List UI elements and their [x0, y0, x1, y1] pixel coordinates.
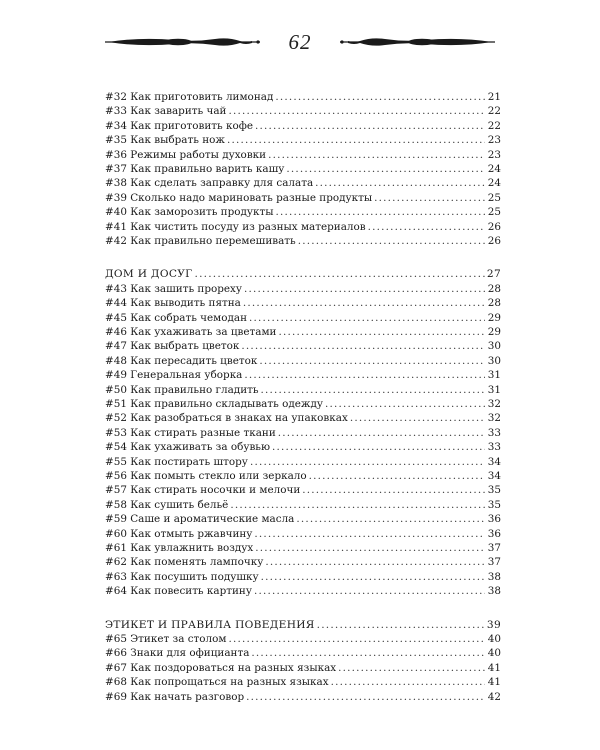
table-of-contents [105, 90, 501, 704]
entry-page-number: 24 [487, 162, 501, 175]
entry-title: #64 Как повесить картину [105, 585, 252, 598]
entry-title: #58 Как сушить бельё [105, 498, 229, 511]
toc-entry[interactable] [105, 469, 501, 483]
entry-title: #45 Как собрать чемодан [105, 311, 248, 324]
entry-title: #61 Как увлажнить воздух [105, 541, 254, 554]
dot-leader [241, 339, 485, 353]
section-title: ДОМ И ДОСУГ [105, 268, 193, 281]
toc-entry[interactable] [105, 455, 501, 469]
dot-leader [195, 267, 485, 281]
toc-entry[interactable] [105, 397, 501, 411]
dot-leader [251, 646, 485, 660]
entry-page-number: 35 [487, 498, 501, 511]
entry-title: #42 Как правильно перемешивать [105, 234, 296, 247]
entry-title: #38 Как сделать заправку для салата [105, 177, 314, 190]
entry-page-number: 26 [487, 234, 501, 247]
page-header [0, 28, 600, 56]
entry-title: #67 Как поздороваться на разных языках [105, 661, 337, 674]
entry-title: #43 Как зашить прореху [105, 282, 243, 295]
dot-leader [276, 205, 485, 219]
toc-entry[interactable] [105, 148, 501, 162]
entry-page-number: 28 [487, 282, 501, 295]
entry-page-number: 38 [487, 585, 501, 598]
dot-leader [302, 483, 485, 497]
toc-entry[interactable] [105, 162, 501, 176]
toc-entry[interactable] [105, 570, 501, 584]
entry-page-number: 36 [487, 527, 501, 540]
entry-page-number: 32 [487, 412, 501, 425]
entry-page-number: 40 [487, 633, 501, 646]
entry-title: #37 Как правильно варить кашу [105, 162, 285, 175]
dot-leader [244, 368, 485, 382]
dot-leader [255, 119, 485, 133]
entry-title: #48 Как пересадить цветок [105, 354, 258, 367]
entry-page-number: 25 [487, 191, 501, 204]
dot-leader [249, 311, 485, 325]
toc-entry[interactable] [105, 90, 501, 104]
dot-leader [261, 570, 485, 584]
entry-page-number: 34 [487, 469, 501, 482]
entry-title: #60 Как отмыть ржавчину [105, 527, 253, 540]
entry-title: #66 Знаки для официанта [105, 647, 250, 660]
dot-leader [315, 176, 485, 190]
toc-section-heading[interactable] [105, 618, 501, 632]
entry-page-number: 22 [487, 105, 501, 118]
dot-leader [298, 234, 485, 248]
entry-page-number: 30 [487, 340, 501, 353]
entry-title: #68 Как попрощаться на разных языках [105, 676, 329, 689]
entry-title: #34 Как приготовить кофе [105, 119, 253, 132]
toc-entry[interactable] [105, 512, 501, 526]
dot-leader [272, 440, 485, 454]
toc-entry[interactable] [105, 354, 501, 368]
entry-title: #56 Как помыть стекло или зеркало [105, 469, 307, 482]
entry-title: #32 Как приготовить лимонад [105, 91, 274, 103]
entry-page-number: 21 [487, 91, 501, 103]
toc-entry[interactable] [105, 368, 501, 382]
entry-title: #47 Как выбрать цветок [105, 340, 240, 353]
dot-leader [331, 675, 485, 689]
entry-title: #35 Как выбрать нож [105, 134, 225, 147]
entry-page-number: 32 [487, 398, 501, 410]
entry-page-number: 23 [487, 148, 501, 161]
toc-entry[interactable] [105, 498, 501, 512]
entry-page-number: 23 [487, 134, 501, 147]
toc-entry[interactable] [105, 220, 501, 234]
dot-leader [278, 426, 485, 440]
dot-leader [228, 632, 485, 646]
toc-entry[interactable] [105, 541, 501, 555]
entry-page-number: 30 [487, 354, 501, 367]
entry-title: #62 Как поменять лампочку [105, 556, 264, 569]
entry-title: #65 Этикет за столом [105, 633, 227, 646]
dot-leader [227, 133, 485, 147]
dot-leader [228, 104, 485, 118]
toc-section-heading[interactable] [105, 267, 501, 281]
toc-section [105, 267, 501, 598]
entry-page-number: 26 [487, 220, 501, 233]
toc-entry[interactable] [105, 282, 501, 296]
dot-leader [268, 148, 485, 162]
toc-entry[interactable] [105, 205, 501, 219]
entry-title: #41 Как чистить посуду из разных материалов [105, 220, 366, 233]
dot-leader [286, 162, 485, 176]
entry-title: #49 Генеральная уборка [105, 369, 243, 382]
toc-entry[interactable] [105, 527, 501, 541]
entry-page-number: 33 [487, 426, 501, 439]
entry-title: #55 Как постирать штору [105, 455, 248, 468]
entry-page-number: 31 [487, 369, 501, 382]
entry-page-number: 31 [487, 383, 501, 396]
toc-entry[interactable] [105, 383, 501, 397]
dot-leader [254, 527, 485, 541]
toc-entry[interactable] [105, 675, 501, 689]
entry-page-number: 35 [487, 484, 501, 497]
entry-title: #40 Как заморозить продукты [105, 206, 274, 219]
entry-page-number: 29 [487, 326, 501, 339]
dot-leader [317, 618, 485, 632]
dot-leader [254, 584, 485, 598]
toc-entry[interactable] [105, 661, 501, 675]
entry-title: #39 Сколько надо мариновать разные продукты [105, 191, 373, 204]
dot-leader [243, 296, 485, 310]
dot-leader [278, 325, 485, 339]
toc-entry[interactable] [105, 483, 501, 497]
entry-title: #51 Как правильно складывать одежду [105, 398, 323, 410]
toc-entry[interactable] [105, 119, 501, 133]
toc-entry[interactable] [105, 646, 501, 660]
toc-entry[interactable] [105, 411, 501, 425]
entry-title: #52 Как разобраться в знаках на упаковках [105, 412, 348, 425]
dot-leader [309, 469, 485, 483]
entry-page-number: 39 [486, 618, 501, 631]
entry-title: #44 Как выводить пятна [105, 297, 241, 310]
entry-title: #33 Как заварить чай [105, 105, 227, 118]
entry-page-number: 36 [487, 513, 501, 526]
toc-entry[interactable] [105, 191, 501, 205]
entry-page-number: 40 [487, 647, 501, 660]
entry-title: #59 Саше и ароматические масла [105, 513, 295, 526]
toc-entry[interactable] [105, 690, 501, 704]
dot-leader [275, 90, 485, 104]
dot-leader [261, 383, 485, 397]
entry-page-number: 37 [487, 541, 501, 554]
toc-entry[interactable] [105, 426, 501, 440]
dot-leader [259, 354, 485, 368]
entry-page-number: 41 [487, 661, 501, 674]
toc-entry[interactable] [105, 632, 501, 646]
dot-leader [368, 220, 485, 234]
entry-title: #50 Как правильно гладить [105, 383, 259, 396]
dot-leader [250, 455, 485, 469]
toc-entry[interactable] [105, 104, 501, 118]
toc-entry[interactable] [105, 339, 501, 353]
dot-leader [246, 690, 485, 704]
toc-section [105, 90, 501, 248]
section-title: ЭТИКЕТ И ПРАВИЛА ПОВЕДЕНИЯ [105, 618, 315, 631]
toc-entry[interactable] [105, 296, 501, 310]
dot-leader [374, 191, 485, 205]
toc-section [105, 618, 501, 704]
toc-entry[interactable] [105, 440, 501, 454]
entry-title: #69 Как начать разговор [105, 690, 245, 703]
entry-page-number: 25 [487, 206, 501, 219]
entry-page-number: 27 [486, 268, 501, 281]
entry-page-number: 41 [487, 676, 501, 689]
entry-page-number: 24 [487, 177, 501, 190]
entry-page-number: 33 [487, 441, 501, 454]
toc-entry[interactable] [105, 584, 501, 598]
entry-title: #53 Как стирать разные ткани [105, 426, 276, 439]
page-number: 62 [288, 30, 312, 54]
dot-leader [265, 555, 485, 569]
toc-entry[interactable] [105, 133, 501, 147]
dot-leader [255, 541, 485, 555]
entry-title: #46 Как ухаживать за цветами [105, 326, 277, 339]
toc-entry[interactable] [105, 325, 501, 339]
entry-page-number: 29 [487, 311, 501, 324]
dot-leader [325, 397, 485, 411]
toc-entry[interactable] [105, 555, 501, 569]
entry-title: #54 Как ухаживать за обувью [105, 441, 271, 454]
entry-title: #57 Как стирать носочки и мелочи [105, 484, 301, 497]
entry-page-number: 34 [487, 455, 501, 468]
entry-page-number: 38 [487, 570, 501, 583]
entry-title: #36 Режимы работы духовки [105, 148, 267, 161]
toc-entry[interactable] [105, 311, 501, 325]
entry-page-number: 37 [487, 556, 501, 569]
entry-page-number: 28 [487, 297, 501, 310]
dot-leader [244, 282, 485, 296]
entry-title: #63 Как посушить подушку [105, 570, 259, 583]
toc-entry[interactable] [105, 234, 501, 248]
dot-leader [296, 512, 485, 526]
dot-leader [338, 661, 485, 675]
dot-leader [350, 411, 485, 425]
dot-leader [230, 498, 485, 512]
entry-page-number: 22 [487, 119, 501, 132]
toc-entry[interactable] [105, 176, 501, 190]
entry-page-number: 42 [487, 690, 501, 703]
